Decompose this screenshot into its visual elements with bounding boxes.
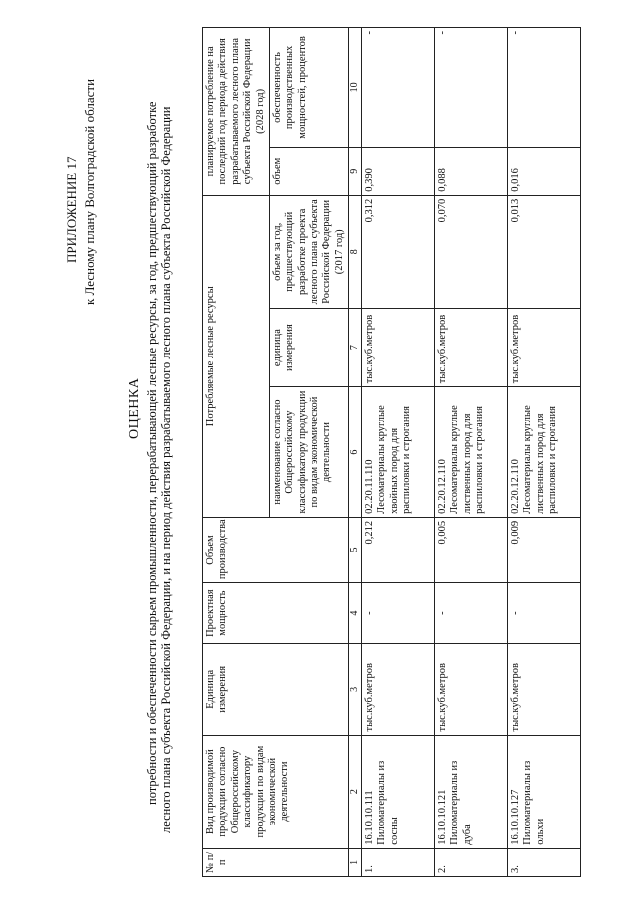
resource-unit-cell: тыс.куб.метров [434,308,507,386]
product-cell: 16.10.10.111 Пиломатериалы из сосны [361,735,434,848]
header-planned-volume: объем [269,147,348,195]
document-title: ОЦЕНКА [127,377,142,439]
resource-cell: 02.20.12.110 Лесоматериалы круглые лиственных пород для распиловки и строгания [434,387,507,518]
product-cell: 16.10.10.121 Пиломатериалы из дуба [434,735,507,848]
appendix-title: ПРИЛОЖЕНИЕ 17 [64,156,79,263]
table-row [434,28,507,877]
header-no: № п/п [203,848,349,876]
row-number: 3. [507,848,580,876]
production-volume-cell: 0,005 [434,517,507,582]
column-number: 5 [349,517,362,582]
resource-cell: 02.20.11.110 Лесоматериалы круглые хвойных пород для распиловки и строгания [361,387,434,518]
column-number: 10 [349,28,362,148]
header-production-volume: Объем производства [203,517,349,582]
column-number: 1 [349,848,362,876]
capacity-cell: - [361,583,434,644]
production-volume-cell: 0,009 [507,517,580,582]
header-design-capacity: Проектная мощность [203,583,349,644]
column-number: 4 [349,583,362,644]
prev-volume-cell: 0,312 [361,195,434,308]
provision-cell: - [434,28,507,148]
column-number: 8 [349,195,362,308]
unit-cell: тыс.куб.метров [361,644,434,735]
column-number: 9 [349,147,362,195]
header-consumed-name: наименование согласно Общероссийскому классификатору продукции по видам экономической деятельности [269,387,348,518]
provision-cell: - [361,28,434,148]
table-row [507,28,580,877]
column-number: 7 [349,308,362,386]
header-product-type: Вид производимой продукции согласно Общероссийскому классификатору продукции по видам экономической деятельности [203,735,349,848]
prev-volume-cell: 0,070 [434,195,507,308]
resource-cell: 02.20.12.110 Лесоматериалы круглые лиственных пород для распиловки и строгания [507,387,580,518]
description-line-2: лесного плана субъекта Российской Федерации, и на период действия разрабатываемого лесного плана субъекта Российской Федерации [159,106,173,833]
header-unit: Единица измерения [203,644,349,735]
capacity-cell: - [507,583,580,644]
header-consumed-unit: единица измерения [269,308,348,386]
table-row [361,28,434,877]
column-number: 2 [349,735,362,848]
product-cell: 16.10.10.127 Пиломатериалы из ольхи [507,735,580,848]
header-planned-consumption: планируемое потребление на последний год периода действия разрабатываемого лесного плана субъекта Российской Федерации (2028 год) [203,28,270,196]
capacity-cell: - [434,583,507,644]
header-consumed-volume-prev: объем за год, предшествующий разработке проекта лесного плана субъекта Российской Федерации (2017 год) [269,195,348,308]
description-line-1: потребности и обеспеченности сырьем промышленности, перерабатывающей лесные ресурсы, за год, предшествующий разработке [145,101,159,805]
unit-cell: тыс.куб.метров [434,644,507,735]
assessment-table [202,27,581,877]
resource-unit-cell: тыс.куб.метров [361,308,434,386]
planned-volume-cell: 0,390 [361,147,434,195]
planned-volume-cell: 0,016 [507,147,580,195]
header-consumed-resources: Потребляемые лесные ресурсы [203,195,270,517]
row-number: 2. [434,848,507,876]
column-number: 3 [349,644,362,735]
column-number: 6 [349,387,362,518]
appendix-subtitle: к Лесному плану Волгоградской области [82,78,97,305]
resource-unit-cell: тыс.куб.метров [507,308,580,386]
planned-volume-cell: 0,088 [434,147,507,195]
production-volume-cell: 0,212 [361,517,434,582]
prev-volume-cell: 0,013 [507,195,580,308]
unit-cell: тыс.куб.метров [507,644,580,735]
row-number: 1. [361,848,434,876]
header-planned-provision: обеспеченность производственных мощностей, процентов [269,28,348,148]
provision-cell: - [507,28,580,148]
